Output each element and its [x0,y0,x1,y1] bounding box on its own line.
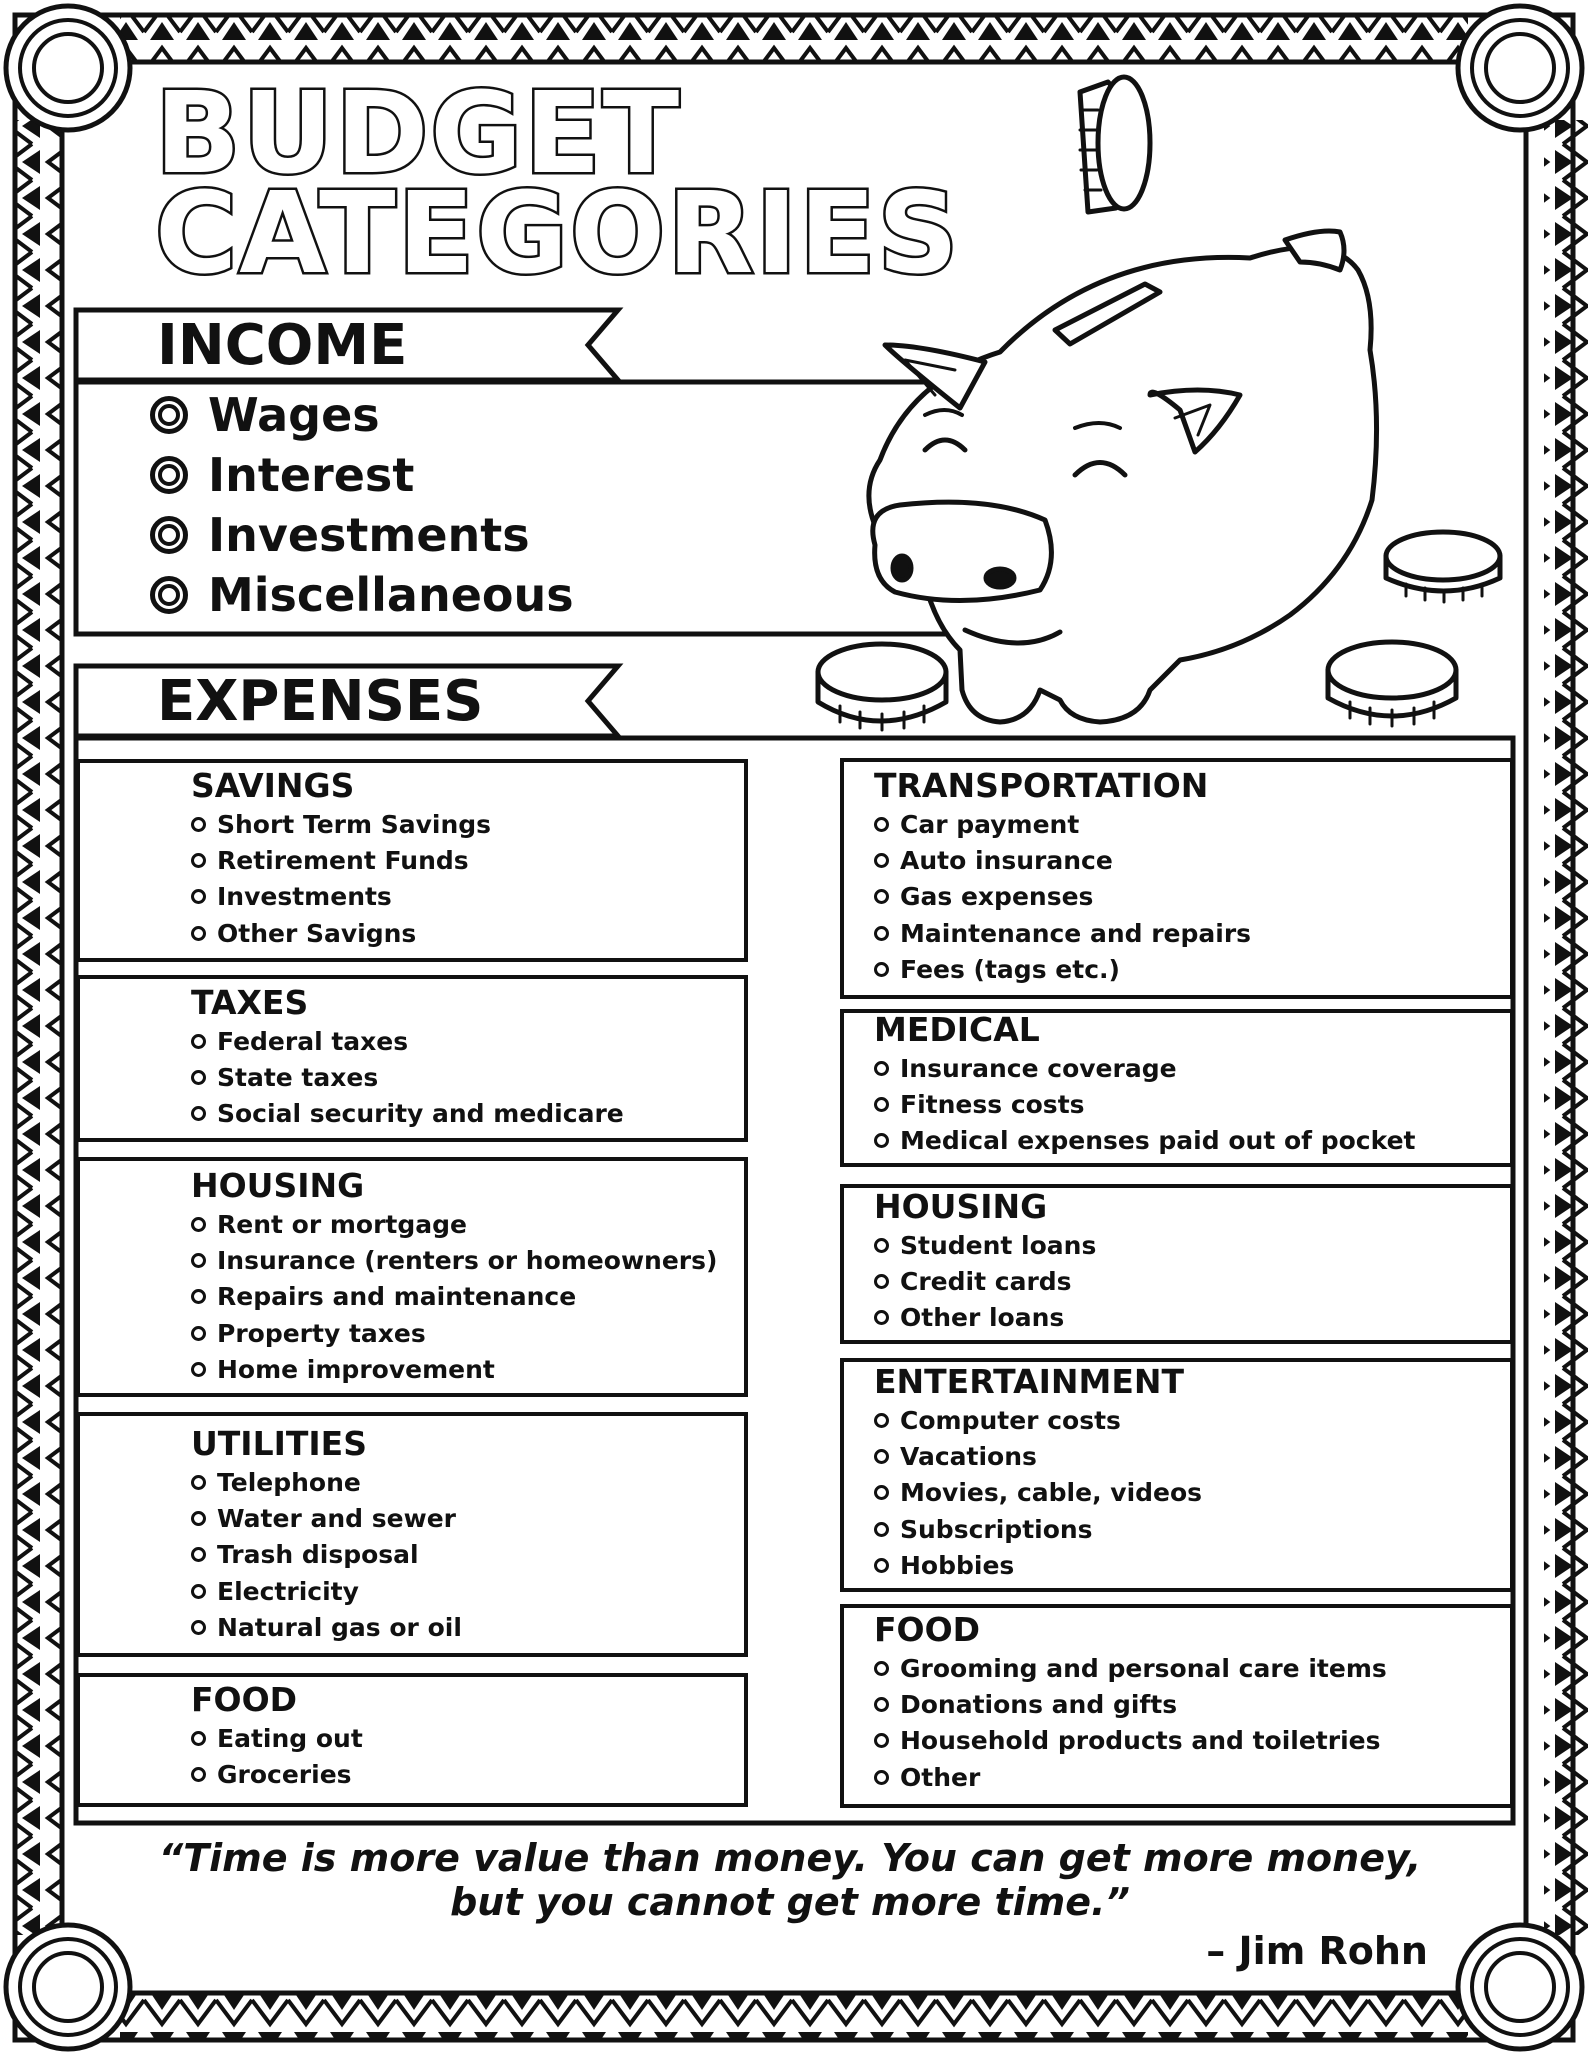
category-housing-loans [874,1187,1096,1336]
list-item: Groceries [191,1756,363,1792]
circle-bullet-icon [191,889,206,904]
category-title: SAVINGS [191,766,355,805]
circle-bullet-icon [874,1558,889,1573]
circle-bullet-icon [874,1449,889,1464]
list-item: Eating out [191,1720,363,1756]
list-item: Student loans [874,1227,1096,1263]
circle-bullet-icon [191,1511,206,1526]
circle-bullet-icon [191,1253,206,1268]
list-item: Vacations [874,1438,1202,1474]
circle-bullet-icon [874,1522,889,1537]
circle-bullet-icon [191,1475,206,1490]
income-item: Investments [150,505,574,565]
list-item: Insurance (renters or homeowners) [191,1242,717,1278]
list-item: Repairs and maintenance [191,1279,717,1315]
list-item: Water and sewer [191,1500,462,1536]
circle-bullet-icon [874,1310,889,1325]
coin-left [818,644,946,730]
coin-small [1386,532,1500,602]
category-title: FOOD [191,1680,298,1719]
list-item: Movies, cable, videos [874,1475,1202,1511]
circle-bullet-icon [874,1274,889,1289]
category-food [191,1680,363,1793]
circle-bullet-icon [874,853,889,868]
list-item: State taxes [191,1059,624,1095]
expenses-heading: EXPENSES [157,669,484,734]
list-item: Insurance coverage [874,1050,1415,1086]
title-line-1: BUDGET [155,69,682,199]
quote-author: – Jim Rohn [1206,1929,1428,1973]
list-item: Car payment [874,806,1251,842]
category-savings [191,766,491,952]
circle-bullet-icon [874,1097,889,1112]
list-item: Fitness costs [874,1086,1415,1122]
circle-bullet-icon [191,1584,206,1599]
circle-bullet-icon [191,1070,206,1085]
list-item: Short Term Savings [191,806,491,842]
income-item: Interest [150,445,574,505]
list-item: Social security and medicare [191,1096,624,1132]
target-bullet-icon [150,396,188,434]
category-title: HOUSING [874,1187,1048,1226]
list-item: Investments [191,879,491,915]
circle-bullet-icon [874,1770,889,1785]
list-item: Electricity [191,1573,462,1609]
circle-bullet-icon [874,889,889,904]
circle-bullet-icon [874,1413,889,1428]
category-title: TAXES [191,983,309,1022]
list-item: Federal taxes [191,1023,624,1059]
circle-bullet-icon [191,1767,206,1782]
circle-bullet-icon [874,1133,889,1148]
category-title: MEDICAL [874,1010,1040,1049]
list-item: Natural gas or oil [191,1610,462,1646]
circle-bullet-icon [191,817,206,832]
category-transportation [874,766,1251,988]
category-utilities [191,1424,462,1646]
list-item: Subscriptions [874,1511,1202,1547]
list-item: Auto insurance [874,842,1251,878]
target-bullet-icon [150,516,188,554]
list-item: Gas expenses [874,879,1251,915]
circle-bullet-icon [874,1485,889,1500]
income-item: Wages [150,385,574,445]
coin-right [1328,642,1456,726]
circle-bullet-icon [874,1733,889,1748]
circle-bullet-icon [191,1731,206,1746]
list-item: Household products and toiletries [874,1723,1387,1759]
list-item: Other Savigns [191,915,491,951]
category-entertainment [874,1362,1202,1584]
circle-bullet-icon [874,1697,889,1712]
circle-bullet-icon [191,1362,206,1377]
quote-text: “Time is more value than money. You can get more money, but you cannot get more time.” [158,1836,1422,1924]
category-food-other [874,1610,1387,1796]
income-list [150,385,574,625]
circle-bullet-icon [191,1106,206,1121]
list-item: Donations and gifts [874,1686,1387,1722]
list-item: Rent or mortgage [191,1206,717,1242]
category-taxes [191,983,624,1132]
list-item: Home improvement [191,1352,717,1388]
circle-bullet-icon [874,926,889,941]
list-item: Other [874,1759,1387,1795]
circle-bullet-icon [191,926,206,941]
list-item: Hobbies [874,1548,1202,1584]
circle-bullet-icon [191,1034,206,1049]
list-item: Grooming and personal care items [874,1650,1387,1686]
circle-bullet-icon [191,1620,206,1635]
target-bullet-icon [150,456,188,494]
income-item: Miscellaneous [150,565,574,625]
circle-bullet-icon [874,962,889,977]
circle-bullet-icon [874,1061,889,1076]
circle-bullet-icon [191,1326,206,1341]
category-title: ENTERTAINMENT [874,1362,1185,1401]
category-title: TRANSPORTATION [874,766,1209,805]
circle-bullet-icon [191,1547,206,1562]
list-item: Fees (tags etc.) [874,952,1251,988]
list-item: Property taxes [191,1315,717,1351]
list-item: Maintenance and repairs [874,915,1251,951]
category-housing [191,1166,717,1388]
list-item: Credit cards [874,1263,1096,1299]
list-item: Other loans [874,1300,1096,1336]
circle-bullet-icon [191,853,206,868]
falling-coin [1080,77,1150,212]
circle-bullet-icon [191,1217,206,1232]
list-item: Medical expenses paid out of pocket [874,1123,1415,1159]
circle-bullet-icon [874,817,889,832]
circle-bullet-icon [874,1238,889,1253]
category-title: FOOD [874,1610,981,1649]
category-title: UTILITIES [191,1424,367,1463]
category-title: HOUSING [191,1166,365,1205]
category-medical [874,1010,1415,1159]
circle-bullet-icon [191,1289,206,1304]
list-item: Computer costs [874,1402,1202,1438]
list-item: Telephone [191,1464,462,1500]
circle-bullet-icon [874,1661,889,1676]
list-item: Trash disposal [191,1537,462,1573]
income-heading: INCOME [157,313,408,378]
target-bullet-icon [150,576,188,614]
title-line-2: CATEGORIES [155,169,961,299]
list-item: Retirement Funds [191,842,491,878]
